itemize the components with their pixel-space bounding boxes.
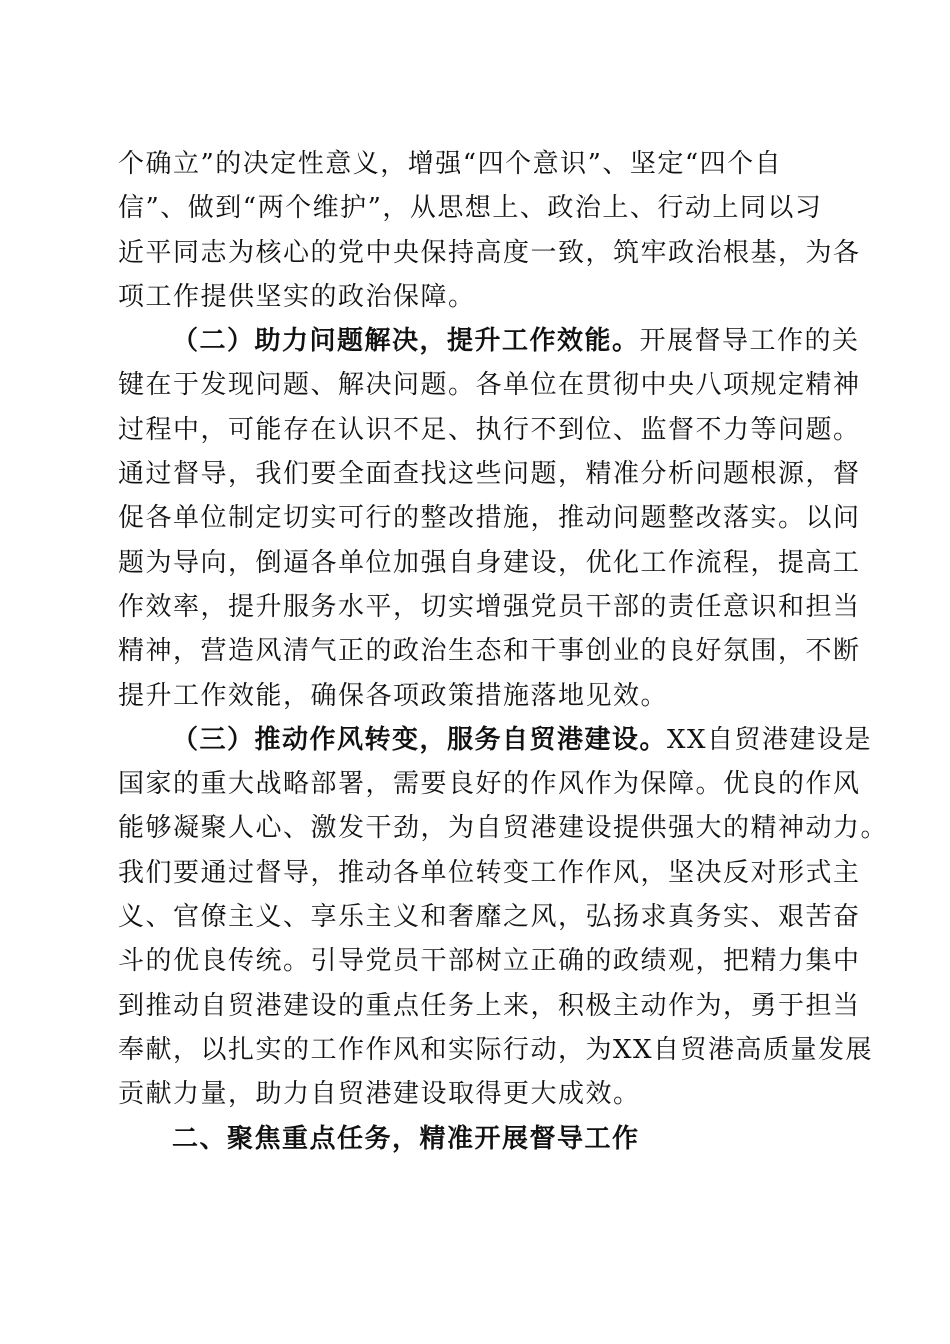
paragraph-1 — [118, 142, 861, 319]
paragraph-line: 过程中，可能存在认识不足、执行不到位、监督不力等问题。 — [118, 414, 861, 445]
paragraph-line: 题为导向，倒逼各单位加强自身建设，优化工作流程，提高工 — [118, 547, 861, 578]
paragraph-line: 斗的优良传统。引导党员干部树立正确的政绩观，把精力集中 — [118, 946, 861, 977]
paragraph-line: 作效率，提升服务水平，切实增强党员干部的责任意识和担当 — [118, 591, 861, 622]
subheading-2: （二）助力问题解决，提升工作效能。 — [172, 326, 640, 357]
paragraph-text: XX自贸港建设是 — [667, 724, 873, 755]
paragraph-line: 提升工作效能，确保各项政策措施落地见效。 — [118, 680, 669, 711]
paragraph-line: 个确立”的决定性意义，增强“四个意识”、坚定“四个自 — [118, 149, 783, 179]
paragraph-line: 国家的重大战略部署，需要良好的作风作为保障。优良的作风 — [118, 769, 861, 800]
paragraph-line: 能够凝聚人心、激发干劲，为自贸港建设提供强大的精神动力。 — [118, 813, 889, 844]
paragraph-line: 精神，营造风清气正的政治生态和干事创业的良好氛围，不断 — [118, 636, 861, 667]
paragraph-line: 项工作提供坚实的政治保障。 — [118, 281, 476, 312]
paragraph-line: 通过督导，我们要全面查找这些问题，精准分析问题根源，督 — [118, 459, 861, 490]
paragraph-first-line — [118, 718, 873, 762]
subheading-3: （三）推动作风转变，服务自贸港建设。 — [172, 724, 668, 755]
paragraph-first-line — [118, 319, 860, 363]
paragraph-line: 贡献力量，助力自贸港建设取得更大成效。 — [118, 1079, 641, 1110]
paragraph-line: 奉献，以扎实的工作作风和实际行动，为XX自贸港高质量发展 — [118, 1034, 874, 1065]
paragraph-line: 促各单位制定切实可行的整改措施，推动问题整改落实。以问 — [118, 503, 861, 534]
paragraph-text: 开展督导工作的关 — [639, 326, 860, 357]
paragraph-3 — [118, 718, 889, 1117]
paragraph-line: 键在于发现问题、解决问题。各单位在贯彻中央八项规定精神 — [118, 370, 861, 401]
document-body — [118, 142, 889, 1161]
paragraph-line: 我们要通过督导，推动各单位转变工作作风，坚决反对形式主 — [118, 857, 861, 888]
paragraph-line: 近平同志为核心的党中央保持高度一致，筑牢政治根基，为各 — [118, 237, 861, 268]
paragraph-line: 信”、做到“两个维护”，从思想上、政治上、行动上同以习 — [118, 193, 823, 224]
paragraph-line: 到推动自贸港建设的重点任务上来，积极主动作为，勇于担当 — [118, 990, 861, 1021]
section-heading: 二、聚焦重点任务，精准开展督导工作 — [172, 1123, 640, 1154]
paragraph-line: 义、官僚主义、享乐主义和奢靡之风，弘扬求真务实、艰苦奋 — [118, 902, 861, 933]
paragraph-2 — [118, 319, 861, 718]
